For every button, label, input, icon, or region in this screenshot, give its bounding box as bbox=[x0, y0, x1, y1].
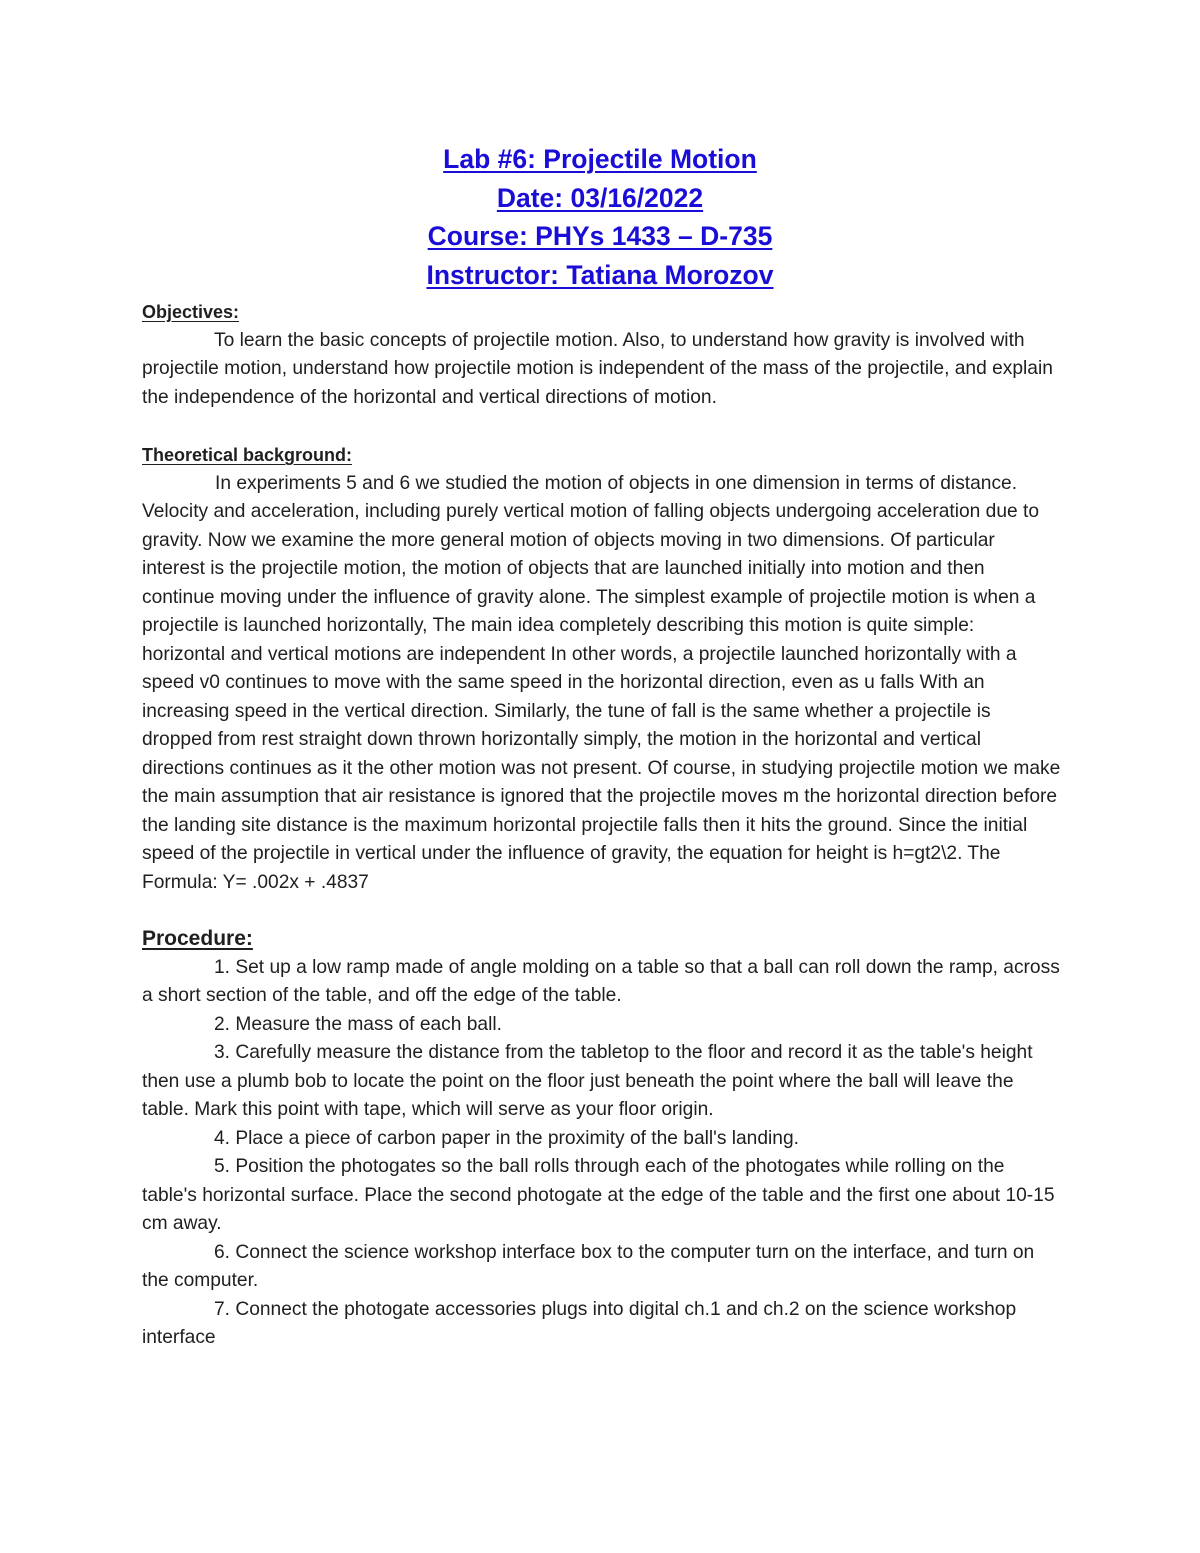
objectives-heading: Objectives: bbox=[142, 302, 240, 322]
procedure-step: 6. Connect the science workshop interface box to the computer turn on the interface, and turn on the computer. bbox=[142, 1241, 1035, 1291]
procedure-step: 5. Position the photogates so the ball rolls through each of the photogates while rolling on the table's horizontal surface. Place the second photogate at the edge of the table and the first one about 10-15 cm away. bbox=[142, 1156, 1055, 1234]
objectives-paragraph: To learn the basic concepts of projectile motion. Also, to understand how gravity is involved with projectile motion, understand how projectile motion is independent of the mass of the projectile, and explain the independence of the horizontal and vertical directions of motion. bbox=[142, 329, 1053, 408]
procedure-step: 4. Place a piece of carbon paper in the proximity of the ball's landing. bbox=[214, 1127, 799, 1149]
title-block bbox=[0, 140, 1200, 295]
lab-title: Lab #6: Projectile Motion bbox=[443, 144, 757, 174]
procedure-heading: Procedure: bbox=[142, 927, 253, 950]
spacer bbox=[142, 412, 1062, 441]
document-body bbox=[142, 298, 1062, 1353]
spacer bbox=[142, 897, 1062, 925]
procedure-step: 3. Carefully measure the distance from the tabletop to the floor and record it as the table's height then use a plumb bob to locate the point on the floor just beneath the point where the ball will leave the table. Mark this point with tape, which will serve as your floor origin. bbox=[142, 1042, 1033, 1120]
theory-paragraph: In experiments 5 and 6 we studied the motion of objects in one dimension in terms of distance. Velocity and acceleration, including purely vertical motion of falling objects undergoing acceleration due to gravity. Now we examine the more general motion of objects moving in two dimensions. Of particular interest is the projectile motion, the motion of objects that are launched initially into motion and then continue moving under the influence of gravity alone. The simplest example of projectile motion is when a projectile is launched horizontally, The main idea completely describing this motion is quite simple: horizontal and vertical motions are independent In other words, a projectile launched horizontally with a speed v0 continues to move with the same speed in the horizontal direction, even as u falls With an increasing speed in the vertical direction. Similarly, the tune of fall is the same whether a projectile is dropped from rest straight down thrown horizontally simply, the motion in the horizontal and vertical directions continues as it the other motion was not present. Of course, in studying projectile motion we make the main assumption that air resistance is ignored that the projectile moves m the horizontal direction before the landing site distance is the maximum horizontal projectile falls then it hits the ground. Since the initial speed of the projectile in vertical under the influence of gravity, the equation for height is h=gt2\2. The Formula: Y= .002x + .4837 bbox=[142, 472, 1061, 893]
theory-heading: Theoretical background: bbox=[142, 445, 353, 465]
instructor-name: Instructor: Tatiana Morozov bbox=[426, 260, 774, 291]
procedure-step: 7. Connect the photogate accessories plugs into digital ch.1 and ch.2 on the science workshop interface bbox=[142, 1298, 1017, 1348]
procedure-step: 1. Set up a low ramp made of angle molding on a table so that a ball can roll down the ramp, across a short section of the table, and off the edge of the table. bbox=[142, 956, 1060, 1006]
procedure-step: 2. Measure the mass of each ball. bbox=[214, 1013, 502, 1035]
course-title: Course: PHYs 1433 – D-735 bbox=[427, 221, 773, 252]
lab-date: Date: 03/16/2022 bbox=[496, 182, 704, 213]
